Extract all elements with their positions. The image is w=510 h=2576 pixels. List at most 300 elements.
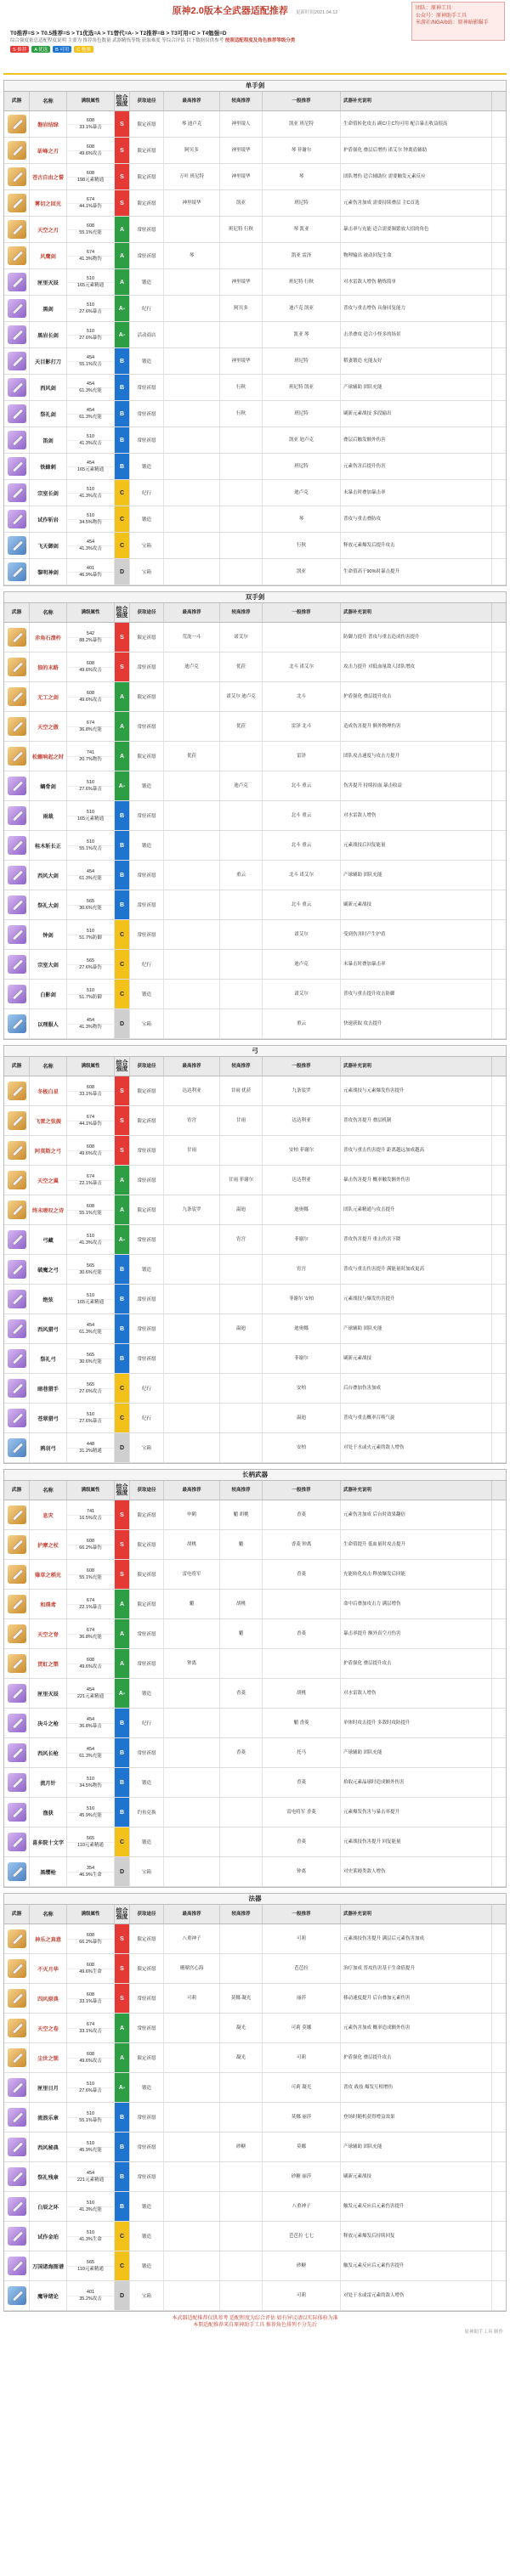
weapon-name[interactable]: 万国诸海图谱 bbox=[30, 2251, 67, 2280]
weapon-icon-cell bbox=[4, 712, 30, 741]
best-characters bbox=[164, 533, 220, 558]
weapon-name[interactable]: 祭礼弓 bbox=[30, 1344, 67, 1373]
best-characters: 迪卢克 bbox=[164, 652, 220, 681]
table-row[interactable] bbox=[4, 164, 506, 190]
table-row[interactable] bbox=[4, 2281, 506, 2311]
blade-icon bbox=[12, 2112, 22, 2122]
general-characters: 宵宫 bbox=[263, 1255, 341, 1284]
table-row[interactable] bbox=[4, 2251, 506, 2281]
best-characters bbox=[164, 1225, 220, 1254]
weapon-stats bbox=[67, 1619, 115, 1648]
weapon-name[interactable]: 赤角石溃杵 bbox=[30, 623, 67, 652]
weapon-name[interactable]: 天目影打刀 bbox=[30, 348, 67, 374]
table-row[interactable] bbox=[4, 980, 506, 1009]
sub-stat: 27.6%暴击 bbox=[79, 786, 102, 792]
weapon-icon bbox=[8, 220, 26, 239]
weapon-name[interactable]: 西风大剑 bbox=[30, 861, 67, 890]
table-row[interactable] bbox=[4, 1530, 506, 1560]
weapon-name[interactable]: 和璞鸢 bbox=[30, 1590, 67, 1618]
table-row[interactable] bbox=[4, 1225, 506, 1255]
legend-tag: A 优选 bbox=[31, 46, 50, 53]
weapon-icon bbox=[8, 2138, 26, 2156]
obtain-method: 锻造 bbox=[130, 2192, 164, 2221]
best-characters bbox=[164, 1619, 220, 1648]
weapon-icon bbox=[8, 866, 26, 884]
weapon-name[interactable]: 祭礼大剑 bbox=[30, 890, 67, 919]
base-attack: 454 bbox=[67, 408, 114, 415]
column-name: 名称 bbox=[30, 1905, 67, 1924]
tier-badge: S bbox=[115, 1560, 130, 1589]
obtain-method: 常驻祈愿 bbox=[130, 1136, 164, 1165]
weapon-note: 命中后叠加攻击力 满层增伤 bbox=[341, 1590, 492, 1618]
general-characters: 凯亚 班尼特 bbox=[263, 111, 341, 137]
weapon-name[interactable]: 西风秘典 bbox=[30, 2133, 67, 2161]
tier-badge: C bbox=[115, 2251, 130, 2280]
general-characters: 琴 bbox=[263, 506, 341, 532]
weapon-name[interactable]: 黑缨枪 bbox=[30, 1857, 67, 1886]
weapon-note: 团队攻击速度与攻击力提升 bbox=[341, 742, 492, 771]
table-row[interactable] bbox=[4, 1619, 506, 1649]
weapon-note: 元素爆发伤害与暴击率提升 bbox=[341, 1798, 492, 1827]
obtain-method: 纪行 bbox=[130, 296, 164, 321]
weapon-name[interactable]: 白辰之环 bbox=[30, 2192, 67, 2221]
best-characters bbox=[164, 2222, 220, 2251]
weapon-name[interactable]: 天空之翼 bbox=[30, 1166, 67, 1195]
general-characters: 香菱 bbox=[263, 1560, 341, 1589]
weapon-name[interactable]: 尘世之锁 bbox=[30, 2043, 67, 2072]
sub-stat: 41.3%攻击 bbox=[79, 1240, 102, 1246]
table-row[interactable] bbox=[4, 375, 506, 401]
weapon-icon-cell bbox=[4, 1709, 30, 1737]
table-row[interactable] bbox=[4, 623, 506, 652]
weapon-name[interactable]: 喜多院十文字 bbox=[30, 1827, 67, 1856]
weapon-note: 击杀叠攻 适合小怪多的场景 bbox=[341, 322, 492, 347]
table-row[interactable] bbox=[4, 1136, 506, 1166]
alt-characters bbox=[220, 454, 263, 479]
best-characters bbox=[164, 1857, 220, 1886]
weapon-name[interactable]: 匣里灭辰 bbox=[30, 1679, 67, 1708]
sub-stat: 41.3%充能 bbox=[79, 2206, 102, 2212]
table-row[interactable] bbox=[4, 322, 506, 348]
weapon-note: 普攻与重击伤害提升 距离越远加成越高 bbox=[341, 1136, 492, 1165]
weapon-name[interactable]: 磐岩结绿 bbox=[30, 111, 67, 137]
weapon-stats bbox=[67, 801, 115, 830]
table-row[interactable] bbox=[4, 2192, 506, 2222]
table-row[interactable] bbox=[4, 652, 506, 682]
column-note: 武器补充说明 bbox=[341, 1057, 492, 1076]
weapon-name[interactable]: 桂木斩长正 bbox=[30, 831, 67, 860]
table-row[interactable] bbox=[4, 831, 506, 861]
weapon-name[interactable]: 螭骨剑 bbox=[30, 771, 67, 800]
weapon-icon-cell bbox=[4, 533, 30, 558]
obtain-method: 常驻祈愿 bbox=[130, 861, 164, 890]
table-row[interactable] bbox=[4, 1076, 506, 1106]
weapon-stats bbox=[67, 682, 115, 711]
weapon-name[interactable]: 流月针 bbox=[30, 1768, 67, 1797]
weapon-name[interactable]: 苍翠猎弓 bbox=[30, 1404, 67, 1432]
table-row[interactable] bbox=[4, 861, 506, 890]
weapon-name[interactable]: 宗室长剑 bbox=[30, 480, 67, 506]
general-characters: 安柏 bbox=[263, 1374, 341, 1403]
weapon-name[interactable]: 黑岩长剑 bbox=[30, 322, 67, 347]
base-attack: 608 bbox=[67, 1539, 114, 1545]
table-row[interactable] bbox=[4, 243, 506, 269]
table-row[interactable] bbox=[4, 1255, 506, 1285]
weapon-name[interactable]: 笛剑 bbox=[30, 427, 67, 453]
table-row[interactable] bbox=[4, 1344, 506, 1374]
obtain-method: 常驻祈愿 bbox=[130, 375, 164, 400]
table-row[interactable] bbox=[4, 1560, 506, 1590]
section-title: 法器 bbox=[4, 1894, 506, 1905]
best-characters bbox=[164, 950, 220, 979]
alt-characters bbox=[220, 1344, 263, 1373]
weapon-name[interactable]: 试作金珀 bbox=[30, 2222, 67, 2251]
weapon-name[interactable]: 钟剑 bbox=[30, 920, 67, 949]
table-row[interactable] bbox=[4, 1954, 506, 1984]
weapon-name[interactable]: 宗室大剑 bbox=[30, 950, 67, 979]
obtain-method: 锻造 bbox=[130, 980, 164, 1008]
table-row[interactable] bbox=[4, 480, 506, 506]
weapon-name[interactable]: 狼的末路 bbox=[30, 652, 67, 681]
best-characters: 珊瑚宫心海 bbox=[164, 1954, 220, 1983]
weapon-name[interactable]: 冬极白星 bbox=[30, 1076, 67, 1105]
table-row[interactable] bbox=[4, 2133, 506, 2162]
table-row[interactable] bbox=[4, 1798, 506, 1827]
weapon-icon-cell bbox=[4, 480, 30, 506]
table-row[interactable] bbox=[4, 269, 506, 296]
weapon-name[interactable]: 西风剑 bbox=[30, 375, 67, 400]
table-row[interactable] bbox=[4, 138, 506, 164]
table-row[interactable] bbox=[4, 1590, 506, 1619]
table-row[interactable] bbox=[4, 2162, 506, 2192]
general-characters: 芭芭拉 bbox=[263, 1954, 341, 1983]
general-characters: 达达利亚 bbox=[263, 1106, 341, 1135]
table-row[interactable] bbox=[4, 2014, 506, 2043]
weapon-name[interactable]: 飞天御剑 bbox=[30, 533, 67, 558]
tier-badge: D bbox=[115, 1433, 130, 1462]
table-row[interactable] bbox=[4, 111, 506, 138]
table-row[interactable] bbox=[4, 712, 506, 742]
table-row[interactable] bbox=[4, 454, 506, 480]
table-row[interactable] bbox=[4, 1649, 506, 1679]
weapon-name[interactable]: 白影剑 bbox=[30, 980, 67, 1008]
table-row[interactable] bbox=[4, 950, 506, 980]
blade-icon bbox=[12, 811, 22, 821]
weapon-icon bbox=[8, 2108, 26, 2127]
weapon-name[interactable]: 神乐之真意 bbox=[30, 1924, 67, 1953]
table-row[interactable] bbox=[4, 1106, 506, 1136]
sub-stat: 55.1%充能 bbox=[79, 1574, 102, 1580]
table-row[interactable] bbox=[4, 506, 506, 533]
column-name: 名称 bbox=[30, 603, 67, 622]
best-characters bbox=[164, 401, 220, 427]
weapon-name[interactable]: 祭礼剑 bbox=[30, 401, 67, 427]
weapon-name[interactable]: 以理服人 bbox=[30, 1009, 67, 1038]
table-row[interactable] bbox=[4, 1404, 506, 1433]
weapon-icon bbox=[8, 2019, 26, 2037]
blade-icon bbox=[12, 1993, 22, 2003]
alt-characters bbox=[220, 427, 263, 453]
obtain-method: 限定祈愿 bbox=[130, 1076, 164, 1105]
weapon-name[interactable]: 风鹰剑 bbox=[30, 243, 67, 268]
weapon-icon bbox=[8, 1535, 26, 1554]
weapon-name[interactable]: 破魔之弓 bbox=[30, 1255, 67, 1284]
alt-characters bbox=[220, 2103, 263, 2132]
best-characters bbox=[164, 1827, 220, 1856]
best-characters bbox=[164, 375, 220, 400]
weapon-name[interactable]: 天空之刃 bbox=[30, 217, 67, 242]
best-characters bbox=[164, 2133, 220, 2161]
table-row[interactable] bbox=[4, 742, 506, 771]
column-best: 最高推荐 bbox=[164, 1905, 220, 1924]
table-row[interactable] bbox=[4, 771, 506, 801]
weapon-name[interactable]: 贯虹之槊 bbox=[30, 1649, 67, 1678]
base-attack: 510 bbox=[67, 2230, 114, 2237]
alt-characters bbox=[220, 2222, 263, 2251]
blade-icon bbox=[12, 2053, 22, 2063]
base-attack: 510 bbox=[67, 1777, 114, 1783]
best-characters bbox=[164, 1768, 220, 1797]
weapon-icon-cell bbox=[4, 1500, 30, 1529]
table-row[interactable] bbox=[4, 533, 506, 559]
weapon-name[interactable]: 四风原典 bbox=[30, 1984, 67, 2013]
sub-stat: 49.6%攻击 bbox=[79, 697, 102, 703]
weapon-icon-cell bbox=[4, 623, 30, 652]
obtain-method: 限定祈愿 bbox=[130, 1560, 164, 1589]
weapon-name[interactable]: 弓藏 bbox=[30, 1225, 67, 1254]
weapon-name[interactable]: 西风长枪 bbox=[30, 1738, 67, 1767]
weapon-name[interactable]: 黑剑 bbox=[30, 296, 67, 321]
general-characters: 可莉 bbox=[263, 1924, 341, 1953]
base-attack: 510 bbox=[67, 1234, 114, 1240]
weapon-stats bbox=[67, 831, 115, 860]
weapon-name[interactable]: 绝弦 bbox=[30, 1285, 67, 1313]
weapon-name[interactable]: 飞雷之弦振 bbox=[30, 1106, 67, 1135]
tier-badge: B bbox=[115, 454, 130, 479]
table-row[interactable] bbox=[4, 2103, 506, 2133]
table-row[interactable] bbox=[4, 2222, 506, 2251]
alt-characters bbox=[220, 559, 263, 585]
best-characters bbox=[164, 1344, 220, 1373]
weapon-stats bbox=[67, 480, 115, 506]
table-row[interactable] bbox=[4, 1500, 506, 1530]
obtain-method: 锻造 bbox=[130, 1768, 164, 1797]
weapon-note: 暴击伤害提升 概率触发额外伤害 bbox=[341, 1166, 492, 1195]
weapon-note: 普攻与重击叠防攻 bbox=[341, 506, 492, 532]
table-row[interactable] bbox=[4, 1374, 506, 1404]
weapon-stats bbox=[67, 2043, 115, 2072]
weapon-icon-cell bbox=[4, 2162, 30, 2191]
weapon-note: 刷新元素战技 bbox=[341, 2162, 492, 2191]
weapon-name[interactable]: 决斗之枪 bbox=[30, 1709, 67, 1737]
blade-icon bbox=[12, 632, 22, 642]
weapon-note: 元素战技伤害提升 回复能量 bbox=[341, 1827, 492, 1856]
tier-badge: A bbox=[115, 243, 130, 268]
table-row[interactable] bbox=[4, 1285, 506, 1314]
alt-characters: 神里绫华 bbox=[220, 164, 263, 189]
best-characters bbox=[164, 831, 220, 860]
weapon-name[interactable]: 试作斩岩 bbox=[30, 506, 67, 532]
weapon-note: 普攻伤害提升 重击伤害下降 bbox=[341, 1225, 492, 1254]
weapon-icon bbox=[8, 1014, 26, 1033]
general-characters: 班尼特 bbox=[263, 454, 341, 479]
best-characters bbox=[164, 2014, 220, 2042]
weapon-name[interactable]: 铁蜂刺 bbox=[30, 454, 67, 479]
weapon-name[interactable]: 阿莫斯之弓 bbox=[30, 1136, 67, 1165]
weapon-icon-cell bbox=[4, 742, 30, 771]
table-row[interactable] bbox=[4, 1857, 506, 1887]
tier-badge: S bbox=[115, 1106, 130, 1135]
table-row[interactable] bbox=[4, 1433, 506, 1463]
weapon-stats bbox=[67, 243, 115, 268]
table-row[interactable] bbox=[4, 2043, 506, 2073]
alt-characters: 甘雨 优菈 bbox=[220, 1076, 263, 1105]
weapon-sections bbox=[3, 80, 507, 2312]
legend-tags bbox=[10, 46, 507, 53]
weapon-icon-cell bbox=[4, 1590, 30, 1618]
alt-characters: 香菱 bbox=[220, 1738, 263, 1767]
weapon-name[interactable]: 鸦羽弓 bbox=[30, 1433, 67, 1462]
weapon-name[interactable]: 无工之剑 bbox=[30, 682, 67, 711]
general-characters: 雷泽 bbox=[263, 742, 341, 771]
table-row[interactable] bbox=[4, 190, 506, 217]
table-row[interactable] bbox=[4, 296, 506, 322]
weapon-icon bbox=[8, 1349, 26, 1368]
weapon-name[interactable]: 西风猎弓 bbox=[30, 1314, 67, 1343]
weapon-name[interactable]: 护摩之杖 bbox=[30, 1530, 67, 1559]
best-characters bbox=[164, 559, 220, 585]
table-row[interactable] bbox=[4, 1709, 506, 1738]
table-row[interactable] bbox=[4, 1924, 506, 1954]
table-row[interactable] bbox=[4, 1009, 506, 1039]
sub-stat: 66.2%暴伤 bbox=[79, 1939, 102, 1945]
weapon-name[interactable]: 松籁响起之时 bbox=[30, 742, 67, 771]
base-attack: 542 bbox=[67, 631, 114, 638]
weapon-icon bbox=[8, 1773, 26, 1792]
blade-icon bbox=[12, 1324, 22, 1334]
weapon-name[interactable]: 苍古自由之誓 bbox=[30, 164, 67, 189]
weapon-name[interactable]: 魔导绪论 bbox=[30, 2281, 67, 2310]
table-row[interactable] bbox=[4, 348, 506, 375]
tier-badge: S bbox=[115, 1954, 130, 1983]
table-row[interactable] bbox=[4, 2073, 506, 2103]
weapon-name[interactable]: 暗巷猎手 bbox=[30, 1374, 67, 1403]
alt-characters bbox=[220, 1374, 263, 1403]
weapon-name[interactable]: 雨裁 bbox=[30, 801, 67, 830]
weapon-name[interactable]: 雾切之回光 bbox=[30, 190, 67, 216]
alt-characters: 凝光 bbox=[220, 2043, 263, 2072]
weapon-icon bbox=[8, 246, 26, 265]
weapon-name[interactable]: 终末嗟叹之诗 bbox=[30, 1195, 67, 1224]
blade-icon bbox=[12, 1599, 22, 1609]
weapon-name[interactable]: 匣里日月 bbox=[30, 2073, 67, 2102]
obtain-method: 常驻祈愿 bbox=[130, 2014, 164, 2042]
table-row[interactable] bbox=[4, 1984, 506, 2014]
weapon-name[interactable]: 匣里灭辰 bbox=[30, 269, 67, 295]
obtain-method: 宝箱 bbox=[130, 1433, 164, 1462]
weapon-name[interactable]: 流浪乐章 bbox=[30, 2103, 67, 2132]
tier-badge: S bbox=[115, 1076, 130, 1105]
weapon-note: 释放元素爆发后提升攻击 bbox=[341, 533, 492, 558]
obtain-method: 钓鱼兑换 bbox=[130, 1798, 164, 1827]
table-row[interactable] bbox=[4, 1314, 506, 1344]
tier-badge: S bbox=[115, 623, 130, 652]
table-row[interactable] bbox=[4, 890, 506, 920]
tier-badge: S bbox=[115, 1924, 130, 1953]
weapon-name[interactable]: 黎明神剑 bbox=[30, 559, 67, 585]
sub-stat: 22.1%暴击 bbox=[79, 1180, 102, 1186]
weapon-name[interactable]: 薙草之稻光 bbox=[30, 1560, 67, 1589]
table-row[interactable] bbox=[4, 1827, 506, 1857]
weapon-stats bbox=[67, 1679, 115, 1708]
weapon-note: 产球辅助 团队充能 bbox=[341, 1314, 492, 1343]
obtain-method: 纪行 bbox=[130, 1374, 164, 1403]
weapon-name[interactable]: 天空之脊 bbox=[30, 1619, 67, 1648]
weapon-name[interactable]: 息灾 bbox=[30, 1500, 67, 1529]
best-characters bbox=[164, 920, 220, 949]
table-row[interactable] bbox=[4, 1679, 506, 1709]
weapon-note: 元素战技后回复能量 bbox=[341, 831, 492, 860]
sub-stat: 110元素精通 bbox=[77, 1842, 104, 1848]
weapon-name[interactable]: 斫峰之刃 bbox=[30, 138, 67, 163]
table-row[interactable] bbox=[4, 1738, 506, 1768]
sub-stat: 61.3%充能 bbox=[79, 1329, 102, 1335]
general-characters: 安柏 bbox=[263, 1433, 341, 1462]
table-row[interactable] bbox=[4, 427, 506, 454]
table-row[interactable] bbox=[4, 1166, 506, 1195]
general-characters: 莫娜 bbox=[263, 2133, 341, 2161]
table-row[interactable] bbox=[4, 920, 506, 950]
table-row[interactable] bbox=[4, 801, 506, 831]
table-row[interactable] bbox=[4, 217, 506, 243]
weapon-name[interactable]: 祭礼残章 bbox=[30, 2162, 67, 2191]
alt-characters bbox=[220, 2281, 263, 2310]
column-stat: 满级属性 bbox=[67, 1057, 115, 1076]
alt-characters bbox=[220, 2073, 263, 2102]
weapon-icon-cell bbox=[4, 2133, 30, 2161]
weapon-icon bbox=[8, 562, 26, 581]
weapon-name[interactable]: 不灭月华 bbox=[30, 1954, 67, 1983]
table-row[interactable] bbox=[4, 1195, 506, 1225]
table-row[interactable] bbox=[4, 559, 506, 585]
weapon-name[interactable]: 渔获 bbox=[30, 1798, 67, 1827]
general-characters: 砂糖 bbox=[263, 2251, 341, 2280]
best-characters bbox=[164, 217, 220, 242]
tier-badge: C bbox=[115, 506, 130, 532]
tier-badge: B bbox=[115, 1798, 130, 1827]
best-characters: 魈 bbox=[164, 1590, 220, 1618]
table-row[interactable] bbox=[4, 401, 506, 427]
weapon-icon-cell bbox=[4, 1166, 30, 1195]
weapon-icon bbox=[8, 1260, 26, 1279]
base-attack: 608 bbox=[67, 171, 114, 178]
weapon-name[interactable]: 天空之卷 bbox=[30, 2014, 67, 2042]
best-characters bbox=[164, 348, 220, 374]
table-row[interactable] bbox=[4, 682, 506, 712]
obtain-method: 锻造 bbox=[130, 831, 164, 860]
table-row[interactable] bbox=[4, 1768, 506, 1798]
sub-stat: 41.3%物伤 bbox=[79, 256, 102, 262]
weapon-name[interactable]: 天空之傲 bbox=[30, 712, 67, 741]
obtain-method: 限定祈愿 bbox=[130, 1590, 164, 1618]
blade-icon bbox=[12, 959, 22, 969]
obtain-method: 常驻祈愿 bbox=[130, 401, 164, 427]
weapon-icon-cell bbox=[4, 269, 30, 295]
tier-badge: C bbox=[115, 1404, 130, 1432]
weapon-stats bbox=[67, 742, 115, 771]
weapon-icon bbox=[8, 536, 26, 555]
obtain-method: 宝箱 bbox=[130, 533, 164, 558]
